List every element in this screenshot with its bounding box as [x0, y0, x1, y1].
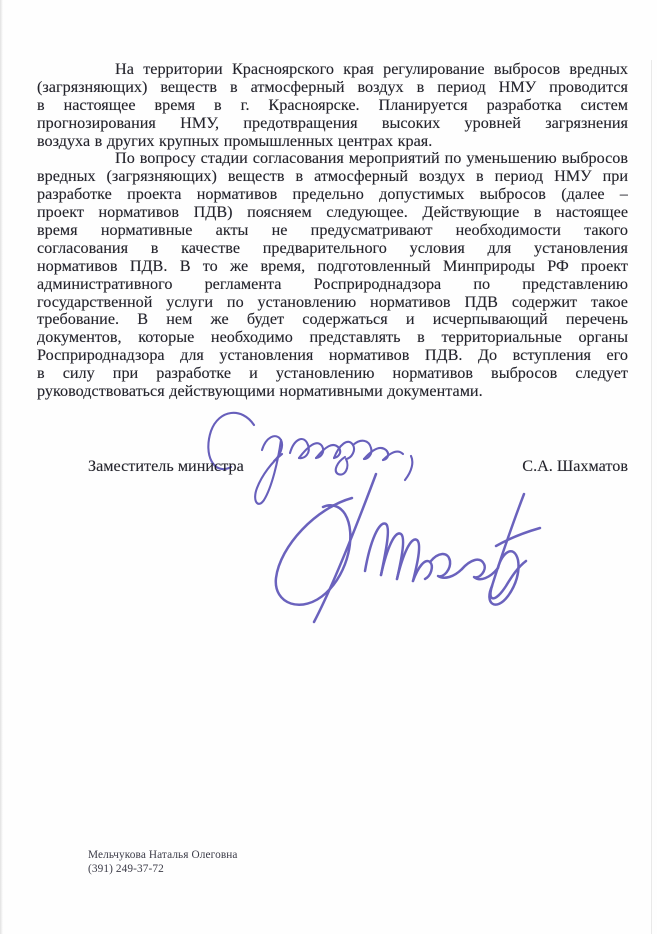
letter-body: [37, 61, 628, 401]
signature: [252, 472, 547, 627]
body-line: На территории Красноярского края регулирование выбросов вредных: [115, 61, 628, 78]
scan-edge-left: [0, 0, 3, 934]
body-line: согласования в качестве предварительного условия для установления: [37, 239, 628, 257]
body-line: документов, которые необходимо представлять в территориальные органы: [37, 329, 628, 347]
body-line: руководствоваться действующими нормативными документами.: [37, 383, 483, 401]
body-line: прогнозирования НМУ, предотвращения высоких уровней загрязнения: [37, 114, 628, 132]
footer-phone: (391) 249-37-72: [88, 862, 164, 875]
body-line: разработке проекта нормативов предельно допустимых выбросов (далее –: [37, 186, 628, 204]
body-line: в настоящее время в г. Красноярске. Планируется разработка систем: [37, 96, 628, 114]
signature-ink: [252, 472, 547, 627]
signoff-position-title: Заместитель министра: [88, 457, 244, 475]
body-line: воздуха в других крупных промышленных центрах края.: [37, 132, 433, 150]
body-line: проект нормативов ПДВ) поясняем следующее. Действующие в настоящее: [37, 204, 628, 222]
body-line: в силу при разработке и установлению нормативов выбросов следует: [37, 365, 628, 383]
body-line: (загрязняющих) веществ в атмосферный воздух в период НМУ проводится: [37, 78, 628, 96]
body-line: государственной услуги по установлению нормативов ПДВ содержит такое: [37, 293, 628, 311]
body-line: время нормативные акты не предусматривают необходимости такого: [37, 222, 628, 240]
scan-edge-right: [651, 60, 652, 934]
body-line: нормативов ПДВ. В то же время, подготовленный Минприроды РФ проект: [37, 257, 628, 275]
body-line: требование. В нем же будет содержаться и исчерпывающий перечень: [37, 311, 628, 329]
body-line: По вопросу стадии согласования мероприятий по уменьшению выбросов: [115, 150, 628, 168]
body-line: Росприроднадзора для установления нормативов ПДВ. До вступления его: [37, 347, 628, 365]
body-line: административного регламента Росприроднадзора по представлению: [37, 275, 628, 293]
footer-contact: [88, 849, 238, 876]
body-line: вредных (загрязняющих) веществ в атмосферный воздух в период НМУ при: [37, 168, 628, 186]
signoff-name: С.А. Шахматов: [522, 457, 628, 475]
footer-contact-name: Мельчукова Наталья Олеговна: [88, 849, 238, 861]
